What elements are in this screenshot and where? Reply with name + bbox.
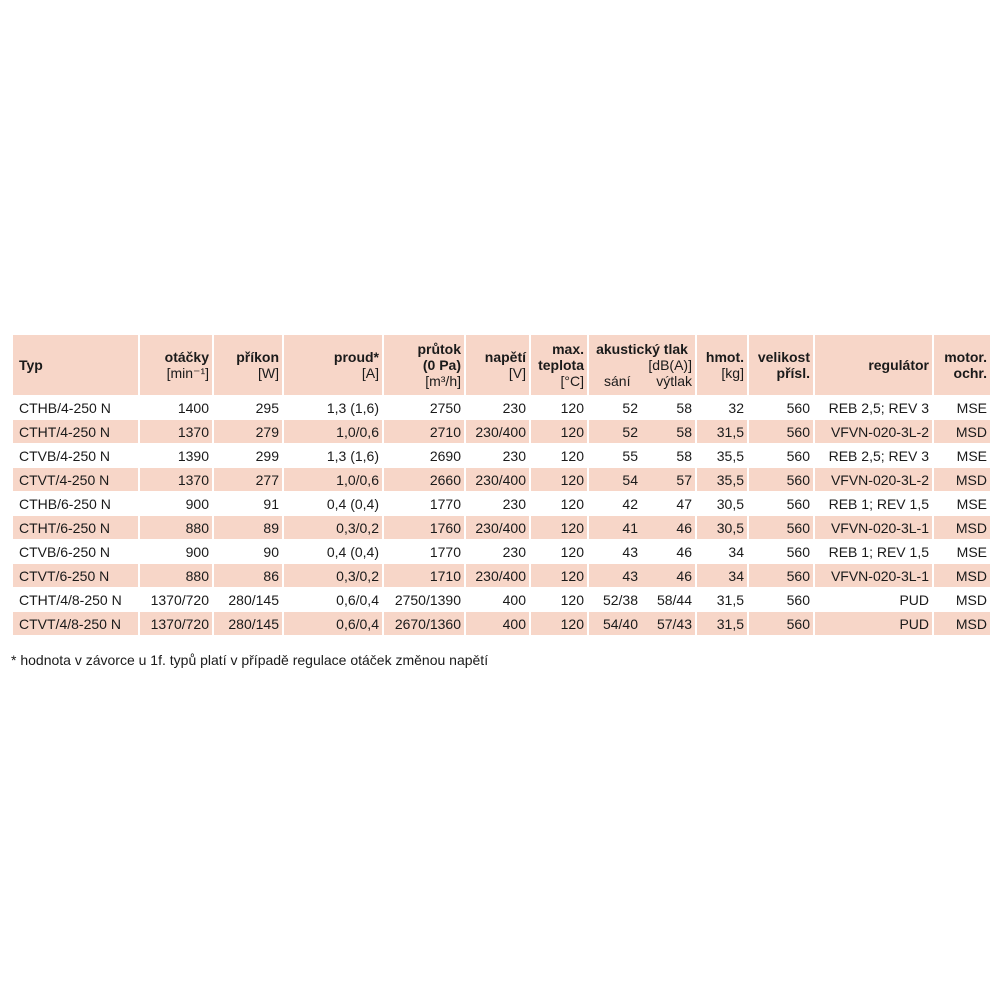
table-row: [13, 516, 990, 539]
header-prikon: [214, 335, 282, 395]
cell-hmot: 35,5: [697, 468, 747, 491]
cell-teplota: 120: [531, 516, 587, 539]
cell-vytlak: 47: [676, 495, 692, 512]
cell-vytlak: 58: [676, 447, 692, 464]
cell-otacky: 1390: [177, 447, 209, 464]
cell-velikost: 560: [749, 564, 813, 587]
cell-prutok: 2660: [384, 468, 464, 491]
cell-sani: 52/38: [602, 591, 638, 608]
cell-prikon: 279: [214, 420, 282, 443]
cell-otacky: 1370: [140, 468, 212, 491]
cell-proud: 0,4 (0,4): [326, 543, 379, 560]
cell-motor: MSD: [934, 564, 990, 587]
cell-typ: CTVT/6-250 N: [13, 564, 138, 587]
header-otacky: [140, 335, 212, 395]
cell-vytlak: 57/43: [656, 615, 692, 632]
cell-hmot: 31,5: [697, 612, 747, 635]
cell-akusticky: [589, 612, 695, 635]
cell-prikon: 295: [255, 399, 279, 416]
header-motor: [934, 335, 990, 395]
cell-prutok: 1770: [429, 495, 461, 512]
cell-hmot: 31,5: [716, 591, 744, 608]
header-teplota: [531, 335, 587, 395]
cell-sani: 43: [622, 543, 638, 560]
header-motor-label2: ochr.: [953, 365, 987, 381]
header-napeti-unit: [V]: [508, 365, 526, 381]
cell-napeti: 400: [466, 612, 529, 635]
cell-sani: 42: [622, 495, 638, 512]
cell-velikost: 560: [749, 420, 813, 443]
cell-prikon: 277: [214, 468, 282, 491]
cell-otacky: 1370/720: [140, 612, 212, 635]
cell-proud: 0,6/0,4: [284, 612, 382, 635]
cell-otacky: 900: [185, 495, 209, 512]
cell-motor: MSE: [956, 495, 987, 512]
cell-sani: 43: [622, 567, 638, 584]
cell-vytlak: 57: [676, 471, 692, 488]
cell-napeti: 230: [502, 543, 526, 560]
cell-hmot: 35,5: [716, 447, 744, 464]
cell-napeti: 230/400: [466, 420, 529, 443]
cell-motor: MSE: [956, 399, 987, 416]
cell-sani: 52: [622, 423, 638, 440]
cell-akusticky: [589, 396, 695, 419]
cell-prikon: 89: [214, 516, 282, 539]
cell-motor: MSE: [956, 543, 987, 560]
cell-akusticky: [589, 516, 695, 539]
table-row: [13, 468, 990, 491]
cell-napeti: 230/400: [466, 564, 529, 587]
cell-regulator: REB 1; REV 1,5: [828, 495, 929, 512]
cell-prutok: 1770: [429, 543, 461, 560]
cell-sani: 52: [622, 399, 638, 416]
table-row: [13, 492, 990, 515]
cell-akusticky: [589, 420, 695, 443]
table-row: [13, 444, 990, 467]
cell-motor: MSD: [934, 516, 990, 539]
cell-otacky: 880: [140, 516, 212, 539]
cell-velikost: 560: [786, 399, 810, 416]
header-proud-unit: [A]: [361, 365, 379, 381]
header-row: [13, 335, 990, 395]
cell-typ: CTHB/4-250 N: [19, 399, 111, 416]
cell-prutok: 1710: [384, 564, 464, 587]
cell-teplota: 120: [560, 447, 584, 464]
cell-hmot: 32: [728, 399, 744, 416]
cell-sani: 54: [622, 471, 638, 488]
cell-motor: MSD: [955, 591, 987, 608]
header-napeti-label: napětí: [484, 349, 526, 365]
spec-body: [13, 396, 990, 635]
cell-regulator: REB 1; REV 1,5: [828, 543, 929, 560]
header-prutok-label2: (0 Pa): [422, 357, 461, 373]
header-velikost-label1: velikost: [757, 349, 810, 365]
header-prikon-unit: [W]: [258, 365, 279, 381]
cell-napeti: 400: [502, 591, 526, 608]
cell-prutok: 2710: [384, 420, 464, 443]
cell-proud: 0,3/0,2: [284, 564, 382, 587]
cell-napeti: 230: [502, 447, 526, 464]
cell-akusticky: [589, 588, 695, 611]
table-row: [13, 564, 990, 587]
header-prutok-label1: průtok: [417, 341, 461, 357]
cell-regulator: REB 2,5; REV 3: [828, 399, 929, 416]
cell-teplota: 120: [531, 564, 587, 587]
cell-prutok: 2750/1390: [394, 591, 461, 608]
cell-regulator: REB 2,5; REV 3: [828, 447, 929, 464]
cell-otacky: 1400: [177, 399, 209, 416]
footnote: * hodnota v závorce u 1f. typů platí v případě regulace otáček změnou napětí: [11, 652, 489, 668]
cell-teplota: 120: [531, 612, 587, 635]
cell-otacky: 1370/720: [150, 591, 209, 608]
table-row: [13, 588, 990, 611]
cell-regulator: PUD: [815, 612, 932, 635]
spec-table: [11, 334, 992, 636]
cell-napeti: 230/400: [466, 516, 529, 539]
cell-regulator: PUD: [899, 591, 929, 608]
cell-napeti: 230: [502, 495, 526, 512]
header-velikost-label2: přísl.: [776, 365, 810, 381]
cell-velikost: 560: [786, 543, 810, 560]
cell-velikost: 560: [749, 612, 813, 635]
cell-akusticky: [589, 444, 695, 467]
header-teplota-label1: max.: [552, 341, 584, 357]
cell-typ: CTVT/4-250 N: [13, 468, 138, 491]
cell-vytlak: 46: [676, 519, 692, 536]
cell-velikost: 560: [786, 495, 810, 512]
cell-proud: 1,3 (1,6): [326, 447, 379, 464]
cell-proud: 0,3/0,2: [284, 516, 382, 539]
cell-prikon: 91: [263, 495, 279, 512]
cell-prikon: 280/145: [228, 591, 279, 608]
cell-teplota: 120: [560, 495, 584, 512]
cell-typ: CTHT/4/8-250 N: [19, 591, 122, 608]
cell-motor: MSD: [934, 420, 990, 443]
cell-proud: 0,4 (0,4): [326, 495, 379, 512]
header-proud: [284, 335, 382, 395]
cell-sani: 41: [622, 519, 638, 536]
cell-proud: 1,3 (1,6): [326, 399, 379, 416]
cell-teplota: 120: [531, 468, 587, 491]
cell-akusticky: [589, 540, 695, 563]
cell-regulator: VFVN-020-3L-1: [815, 516, 932, 539]
header-akusticky-sub: [592, 373, 692, 389]
cell-proud: 1,0/0,6: [284, 420, 382, 443]
cell-velikost: 560: [786, 447, 810, 464]
header-hmot-label: hmot.: [705, 349, 744, 365]
cell-typ: CTVB/4-250 N: [19, 447, 111, 464]
header-sani: sání: [604, 373, 631, 389]
cell-teplota: 120: [531, 420, 587, 443]
cell-prikon: 86: [214, 564, 282, 587]
header-prutok-unit: [m³/h]: [425, 373, 461, 389]
cell-vytlak: 46: [676, 543, 692, 560]
header-prikon-label: příkon: [236, 349, 279, 365]
cell-vytlak: 58: [676, 399, 692, 416]
cell-typ: CTVT/4/8-250 N: [13, 612, 138, 635]
cell-akusticky: [589, 564, 695, 587]
cell-vytlak: 58/44: [656, 591, 692, 608]
cell-motor: MSD: [934, 468, 990, 491]
cell-typ: CTHB/6-250 N: [19, 495, 111, 512]
header-proud-label: proud*: [333, 349, 379, 365]
table-row: [13, 540, 990, 563]
header-teplota-label2: teplota: [538, 357, 584, 373]
cell-velikost: 560: [786, 591, 810, 608]
cell-sani: 55: [622, 447, 638, 464]
header-vytlak: výtlak: [656, 373, 692, 389]
cell-vytlak: 58: [676, 423, 692, 440]
cell-sani: 54/40: [602, 615, 638, 632]
table-row: [13, 612, 990, 635]
header-akusticky: [589, 335, 695, 395]
cell-regulator: VFVN-020-3L-2: [815, 468, 932, 491]
cell-prutok: 2670/1360: [384, 612, 464, 635]
header-hmot: [697, 335, 747, 395]
header-akusticky-label: akustický tlak: [596, 341, 688, 357]
cell-otacky: 1370: [140, 420, 212, 443]
cell-hmot: 34: [697, 564, 747, 587]
cell-vytlak: 46: [676, 567, 692, 584]
cell-proud: 0,6/0,4: [336, 591, 379, 608]
cell-motor: MSD: [934, 612, 990, 635]
header-teplota-unit: [°C]: [560, 373, 584, 389]
cell-teplota: 120: [560, 591, 584, 608]
cell-regulator: VFVN-020-3L-2: [815, 420, 932, 443]
cell-hmot: 34: [728, 543, 744, 560]
cell-prikon: 280/145: [214, 612, 282, 635]
header-hmot-unit: [kg]: [721, 365, 744, 381]
cell-napeti: 230/400: [466, 468, 529, 491]
cell-prutok: 1760: [384, 516, 464, 539]
cell-otacky: 900: [185, 543, 209, 560]
cell-prikon: 90: [263, 543, 279, 560]
header-prutok: [384, 335, 464, 395]
header-regulator: regulátor: [815, 335, 932, 395]
cell-akusticky: [589, 492, 695, 515]
cell-hmot: 30,5: [716, 495, 744, 512]
header-velikost: [749, 335, 813, 395]
cell-prutok: 2750: [429, 399, 461, 416]
table-row: [13, 420, 990, 443]
cell-motor: MSE: [956, 447, 987, 464]
header-motor-label1: motor.: [944, 349, 987, 365]
table-row: [13, 396, 990, 419]
header-napeti: [466, 335, 529, 395]
cell-velikost: 560: [749, 516, 813, 539]
cell-prutok: 2690: [429, 447, 461, 464]
cell-typ: CTHT/6-250 N: [13, 516, 138, 539]
cell-regulator: VFVN-020-3L-1: [815, 564, 932, 587]
cell-prikon: 299: [255, 447, 279, 464]
cell-napeti: 230: [502, 399, 526, 416]
header-otacky-unit: [min⁻¹]: [166, 365, 209, 381]
header-akusticky-unit: [dB(A)]: [648, 357, 692, 373]
header-typ: Typ: [13, 335, 138, 395]
cell-typ: CTVB/6-250 N: [19, 543, 111, 560]
cell-teplota: 120: [560, 399, 584, 416]
cell-proud: 1,0/0,6: [284, 468, 382, 491]
cell-hmot: 31,5: [697, 420, 747, 443]
cell-akusticky: [589, 468, 695, 491]
cell-velikost: 560: [749, 468, 813, 491]
cell-hmot: 30,5: [697, 516, 747, 539]
cell-teplota: 120: [560, 543, 584, 560]
cell-otacky: 880: [140, 564, 212, 587]
cell-typ: CTHT/4-250 N: [13, 420, 138, 443]
header-otacky-label: otáčky: [164, 349, 209, 365]
